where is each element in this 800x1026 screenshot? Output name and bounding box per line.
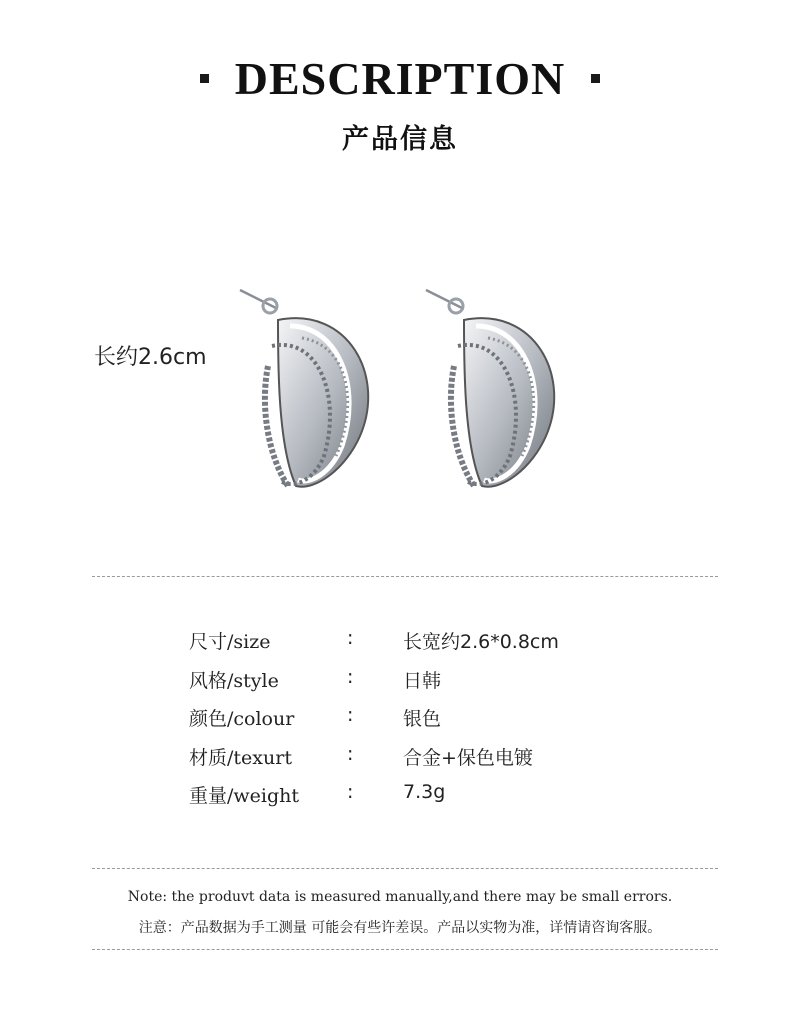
page-subtitle: 产品信息 — [342, 124, 458, 155]
spec-colon: : — [347, 704, 354, 726]
bullet-left — [200, 74, 209, 83]
spec-colon: : — [347, 627, 354, 649]
earring-left — [240, 290, 368, 487]
spec-colon: : — [347, 781, 354, 803]
earrings-photo — [228, 278, 588, 498]
spec-value: 长宽约2.6*0.8cm — [403, 631, 559, 653]
note-chinese: 注意：产品数据为手工测量 可能会有些许差误。产品以实物为准，详情请咨询客服。 — [138, 920, 662, 936]
spec-row-material — [0, 743, 800, 781]
spec-row-style — [0, 666, 800, 704]
page-title: DESCRIPTION — [234, 53, 566, 104]
length-label: 长约2.6cm — [94, 345, 207, 370]
divider-top — [92, 576, 718, 577]
spec-key: 尺寸/size — [189, 631, 271, 653]
spec-key: 风格/style — [189, 670, 279, 692]
spec-key: 重量/weight — [189, 785, 300, 807]
earring-right — [426, 290, 554, 487]
spec-colon: : — [347, 743, 354, 765]
note-english: Note: the produvt data is measured manually,and there may be small errors. — [127, 889, 673, 905]
spec-value: 合金+保色电镀 — [403, 747, 533, 769]
spec-value: 7.3g — [403, 781, 446, 803]
divider-bottom — [92, 949, 718, 950]
spec-value: 日韩 — [403, 670, 442, 692]
spec-key: 材质/texurt — [189, 747, 292, 769]
spec-value: 银色 — [403, 708, 442, 730]
spec-row-colour — [0, 704, 800, 742]
title-row — [0, 52, 800, 105]
divider-middle — [92, 868, 718, 869]
spec-row-size — [0, 627, 800, 665]
spec-row-weight — [0, 781, 800, 819]
spec-colon: : — [347, 666, 354, 688]
bullet-right — [591, 74, 600, 83]
spec-key: 颜色/colour — [189, 708, 295, 730]
